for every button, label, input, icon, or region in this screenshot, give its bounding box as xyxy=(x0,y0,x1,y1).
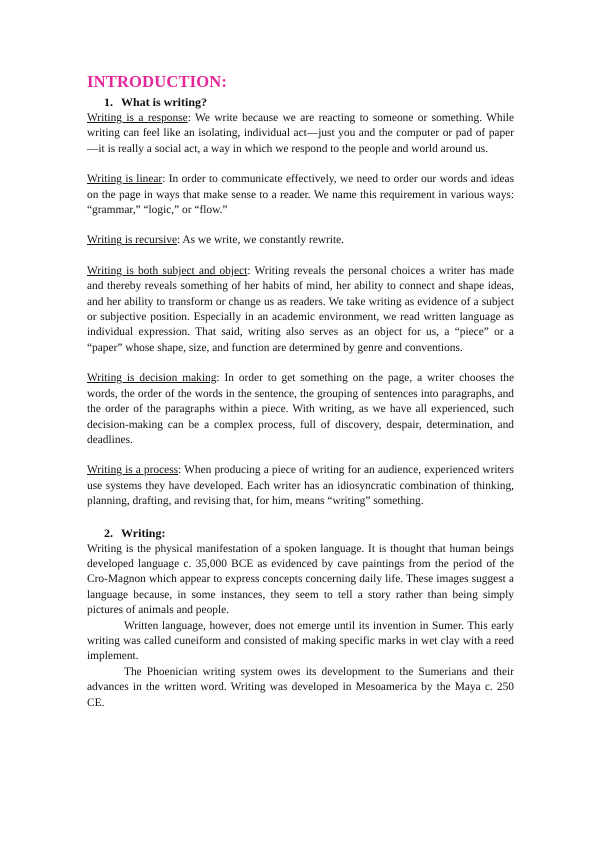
paragraph-recursive xyxy=(87,233,514,248)
paragraph-process xyxy=(87,463,514,509)
text-linear: : In order to communicate effectively, we need to order our words and ideas on the page in ways that make sense to a reader. We name this requirement in various ways: “grammar,” “logic,” or “flow.” xyxy=(87,173,514,217)
paragraph-linear xyxy=(87,172,514,218)
paragraph-writing-1: Writing is the physical manifestation of a spoken language. It is thought that human beings developed language c. 35,000 BCE as evidenced by cave paintings from the period of the Cro-Magnon which appear to express concepts concerning daily life. These images suggest a language because, in some instances, they seem to tell a story rather than being simply pictures of animals and people. xyxy=(87,542,514,617)
paragraph-response xyxy=(87,111,514,157)
term-decision-making: Writing is decision making xyxy=(87,372,217,385)
section-2-title: Writing: xyxy=(121,525,166,540)
term-linear: Writing is linear xyxy=(87,173,163,186)
section-2-number: 2. xyxy=(104,525,113,540)
paragraph-writing-2: Written language, however, does not emerge until its invention in Sumer. This early writing was called cuneiform and consisted of making specific marks in wet clay with a reed implement. xyxy=(87,619,514,663)
section-2-heading xyxy=(104,526,514,541)
text-process: : When producing a piece of writing for an audience, experienced writers use systems they have developed. Each writer has an idiosyncratic combination of thinking, planning, drafting, and revising that, for him, means “writing” something. xyxy=(87,464,514,508)
page-title: INTRODUCTION: xyxy=(87,72,228,91)
paragraph-subject-object xyxy=(87,264,514,356)
section-1-title: What is writing? xyxy=(121,95,208,109)
section-1-heading xyxy=(104,95,514,110)
paragraph-writing-3: The Phoenician writing system owes its development to the Sumerians and their advances in the written word. Writing was developed in Mesoamerica by the Maya c. 250 CE. xyxy=(87,665,514,709)
term-subject-object: Writing is both subject and object xyxy=(87,264,248,277)
section-1-number: 1. xyxy=(104,95,113,109)
text-response: : We write because we are reacting to someone or something. While writing can feel like an isolating, individual act—just you and the computer or pad of paper—it is really a social act, a way in which we respond to the people and world around us. xyxy=(87,112,515,155)
text-subject-object: : Writing reveals the personal choices a writer has made and thereby reveals something of her habits of mind, her ability to connect and shape ideas, and her ability to transform or change us as readers. We take writing as evidence of a subject or subjective position. Especially in an academic environment, we read written language as individual expression. That said, writing also serves as an object for us, a “piece” or a “paper” whose shape, size, and function are determined by genre and conventions. xyxy=(87,264,514,354)
document-body xyxy=(87,72,514,711)
term-process: Writing is a process xyxy=(87,464,179,477)
term-response: Writing is a response xyxy=(87,112,188,124)
text-recursive: : As we write, we constantly rewrite. xyxy=(177,234,345,247)
paragraph-decision-making xyxy=(87,371,514,448)
text-decision-making: : In order to get something on the page, a writer chooses the words, the order of the words in the sentence, the grouping of sentences into paragraphs, and the order of the paragraphs within a piece. With writing, as we have all experienced, such decision-making can be a complex process, full of discovery, despair, determination, and deadlines. xyxy=(87,372,514,446)
term-recursive: Writing is recursive xyxy=(87,234,178,247)
